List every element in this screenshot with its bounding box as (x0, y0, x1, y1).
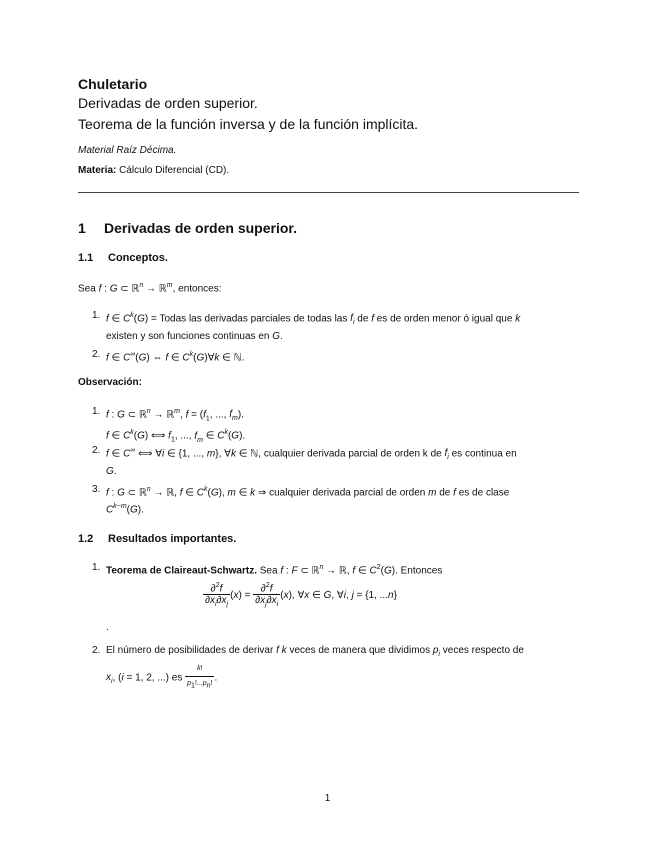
subsection-1-2-title: Resultados importantes. (108, 533, 237, 545)
section-1-heading (78, 220, 297, 236)
subsection-1-1-number: 1.1 (78, 252, 94, 264)
claireaut-equation: $\frac{\partial^2f}{\partial x_i\partial x_j}$ (x) = $\frac{\partial^2f}{\partial x_j\partial x_i}$ (x), ∀x ∈ G, ∀i, j = {1, ...n} (205, 582, 397, 609)
subsection-1-1-title: Conceptos. (108, 252, 168, 264)
subsection-1-1-heading (78, 252, 168, 264)
doc-subtitle-1: Derivadas de orden superior. (78, 95, 258, 111)
page-number: 1 (324, 793, 331, 804)
doc-subtitle-2: Teorema de la función inversa y de la función implícita. (78, 116, 419, 132)
subject-value: Cálculo Diferencial (CD). (119, 165, 230, 176)
section-1-title: Derivadas de orden superior. (104, 220, 297, 236)
doc-author: Material Raíz Décima. (78, 145, 177, 156)
header-rule (78, 192, 579, 193)
observation-heading: Observación: (78, 377, 142, 388)
subject-label: Materia: (78, 165, 117, 176)
subsection-1-2-heading (78, 533, 236, 545)
section-1-number: 1 (78, 220, 86, 236)
doc-title: Chuletario (78, 76, 148, 92)
equation-period: . (106, 622, 109, 633)
intro-paragraph: Sea f : G ⊂ ℝ$^n$ → ℝ$^m$, entonces: (78, 282, 222, 295)
subsection-1-2-number: 1.2 (78, 533, 94, 545)
doc-subject (78, 165, 229, 176)
